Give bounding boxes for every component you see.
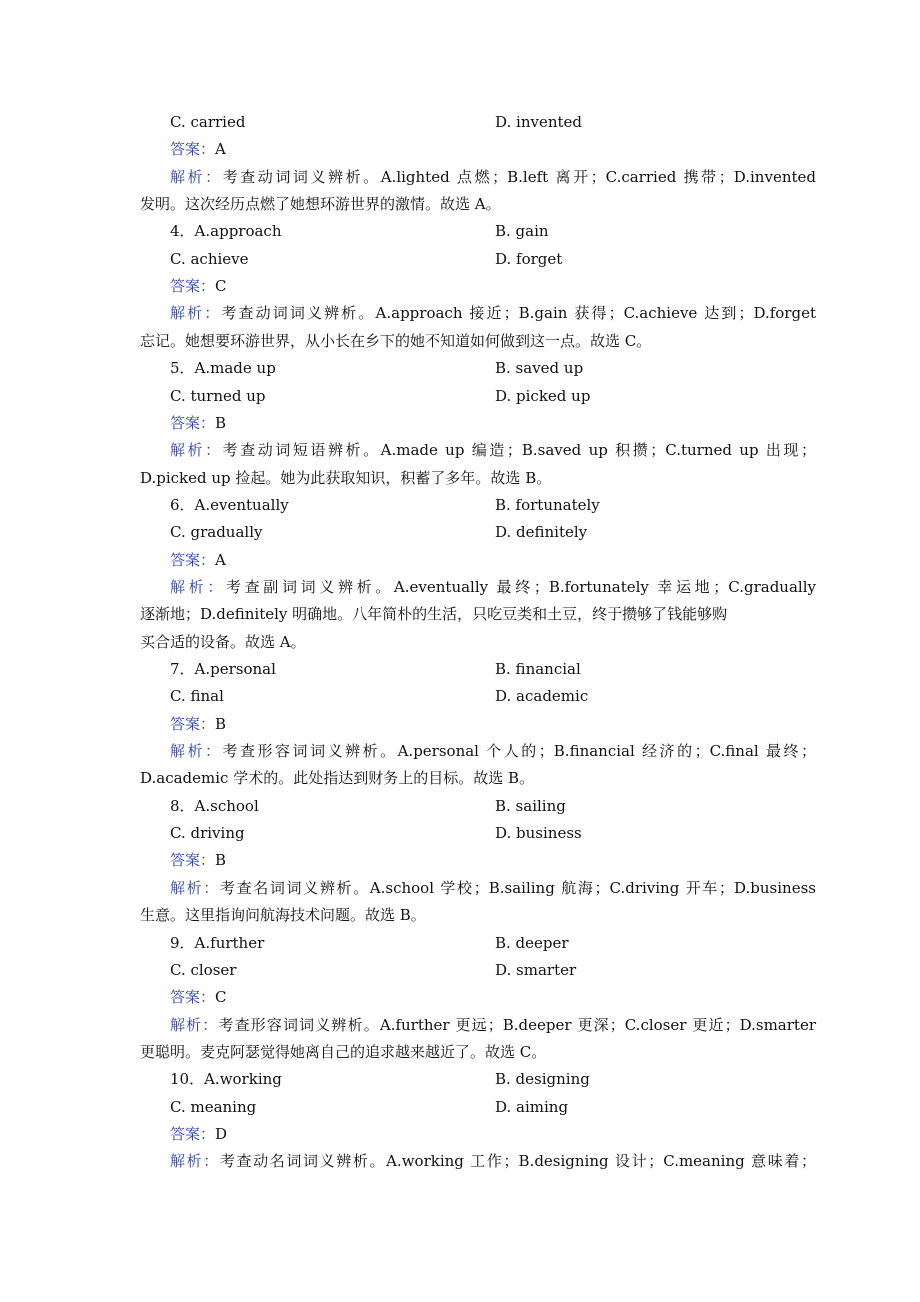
explanation-label: 解析： — [170, 167, 223, 186]
explanation-continuation — [140, 765, 786, 792]
continuation-text: D.picked up 捡起。她为此获取知识，积蓄了多年。故选 B。 — [140, 468, 552, 487]
explanation-continuation — [140, 191, 786, 218]
answer-label: 答案： — [170, 1124, 216, 1143]
explanation-continuation — [140, 465, 786, 492]
answer-line — [140, 273, 816, 300]
option-right: B. designing — [495, 1070, 590, 1089]
explanation-label: 解析： — [170, 441, 223, 460]
option-right: B. fortunately — [495, 495, 600, 514]
answer-value: C — [215, 988, 227, 1007]
answer-value: B — [215, 851, 227, 870]
explanation-label: 解析： — [170, 1152, 220, 1171]
explanation-line — [140, 875, 816, 902]
continuation-text: 更聪明。麦克阿瑟觉得她离自己的追求越来越近了。故选 C。 — [140, 1042, 547, 1061]
answer-value: D — [215, 1124, 228, 1143]
answer-value: B — [215, 413, 227, 432]
option-left: 5．A.made up — [170, 359, 276, 378]
option-right: D. invented — [495, 113, 583, 131]
explanation-line — [140, 1148, 816, 1175]
option-left: C. carried — [170, 113, 246, 131]
answer-value: A — [215, 550, 226, 569]
answer-label: 答案： — [170, 413, 216, 432]
answer-line — [140, 1121, 816, 1148]
explanation-label: 解析： — [170, 878, 220, 897]
option-left: C. gradually — [170, 523, 263, 542]
explanation-line — [140, 300, 816, 327]
explanation-text: 考查副词词义辨析。A.eventually 最终；B.fortunately 幸运地；C.gradually — [225, 577, 816, 596]
explanation-text: 考查名词词义辨析。A.school 学校；B.sailing 航海；C.driving 开车；D.business — [219, 878, 816, 897]
explanation-line — [140, 574, 816, 601]
explanation-label: 解析： — [170, 742, 223, 761]
option-left: C. final — [170, 687, 224, 706]
explanation-continuation — [140, 328, 786, 355]
explanation-line — [140, 164, 816, 191]
continuation-text: 买合适的设备。故选 A。 — [140, 632, 306, 651]
option-left: C. closer — [170, 960, 237, 979]
option-left: 8．A.school — [170, 796, 259, 815]
explanation-label: 解析： — [170, 577, 226, 596]
continuation-text: D.academic 学术的。此处指达到财务上的目标。故选 B。 — [140, 769, 535, 788]
option-left: C. achieve — [170, 249, 249, 268]
explanation-text: 考查动词短语辨析。A.made up 编造；B.saved up 积攒；C.turned up 出现； — [222, 441, 816, 460]
explanation-text: 考查动名词词义辨析。A.working 工作；B.designing 设计；C.meaning 意味着； — [219, 1152, 816, 1171]
explanation-continuation — [140, 902, 786, 929]
option-left: 9．A.further — [170, 933, 265, 952]
continuation-text: 生意。这里指询问航海技术问题。故选 B。 — [140, 906, 426, 925]
explanation-continuation — [140, 1039, 786, 1066]
answer-label: 答案： — [170, 851, 216, 870]
explanation-line — [140, 1012, 816, 1039]
answer-line — [140, 847, 816, 874]
continuation-text: 逐渐地；D.definitely 明确地。八年简朴的生活，只吃豆类和土豆，终于攒够了钱能够购 — [140, 605, 728, 624]
continuation-text: 忘记。她想要环游世界，从小长在乡下的她不知道如何做到这一点。故选 C。 — [140, 331, 652, 350]
answer-line — [140, 711, 816, 738]
answer-label: 答案： — [170, 988, 216, 1007]
explanation-text: 考查动词词义辨析。A.approach 接近；B.gain 获得；C.achieve 达到；D.forget — [221, 304, 816, 323]
option-right: D. definitely — [495, 523, 588, 542]
answer-value: A — [215, 140, 226, 159]
option-right: D. smarter — [495, 960, 577, 979]
answer-line — [140, 984, 816, 1011]
continuation-text: 发明。这次经历点燃了她想环游世界的激情。故选 A。 — [140, 195, 501, 214]
option-left: C. meaning — [170, 1097, 257, 1116]
answer-value: C — [215, 277, 227, 296]
answer-label: 答案： — [170, 550, 216, 569]
option-left: 7．A.personal — [170, 660, 276, 678]
answer-label: 答案： — [170, 140, 216, 159]
option-left: C. driving — [170, 824, 245, 843]
option-left: 10．A.working — [170, 1070, 282, 1089]
option-right: D. academic — [495, 687, 589, 706]
answer-label: 答案： — [170, 277, 216, 296]
option-right: B. gain — [495, 222, 549, 241]
answer-label: 答案： — [170, 714, 216, 733]
explanation-text: 考查形容词词义辨析。A.personal 个人的；B.financial 经济的；C.final 最终； — [222, 742, 816, 761]
answer-line — [140, 547, 816, 574]
explanation-continuation — [140, 629, 786, 656]
option-left: 6．A.eventually — [170, 495, 289, 514]
explanation-line — [140, 738, 816, 765]
option-right: D. picked up — [495, 386, 591, 405]
answer-line — [140, 410, 816, 437]
option-left: 4．A.approach — [170, 222, 282, 241]
explanation-label: 解析： — [170, 304, 222, 323]
option-left: C. turned up — [170, 386, 266, 405]
option-right: D. forget — [495, 249, 563, 268]
option-right: B. deeper — [495, 933, 569, 952]
option-right: B. saved up — [495, 359, 584, 378]
explanation-line — [140, 437, 816, 464]
option-right: B. sailing — [495, 796, 566, 815]
explanation-continuation — [140, 601, 786, 628]
option-right: D. aiming — [495, 1097, 569, 1116]
answer-line — [140, 136, 816, 163]
explanation-text: 考查动词词义辨析。A.lighted 点燃；B.left 离开；C.carried 携带；D.invented — [222, 167, 816, 186]
option-right: D. business — [495, 824, 582, 843]
explanation-label: 解析： — [170, 1015, 219, 1034]
explanation-text: 考查形容词词义辨析。A.further 更远；B.deeper 更深；C.closer 更近；D.smarter — [218, 1015, 816, 1034]
answer-value: B — [215, 714, 227, 733]
option-right: B. financial — [495, 660, 581, 678]
